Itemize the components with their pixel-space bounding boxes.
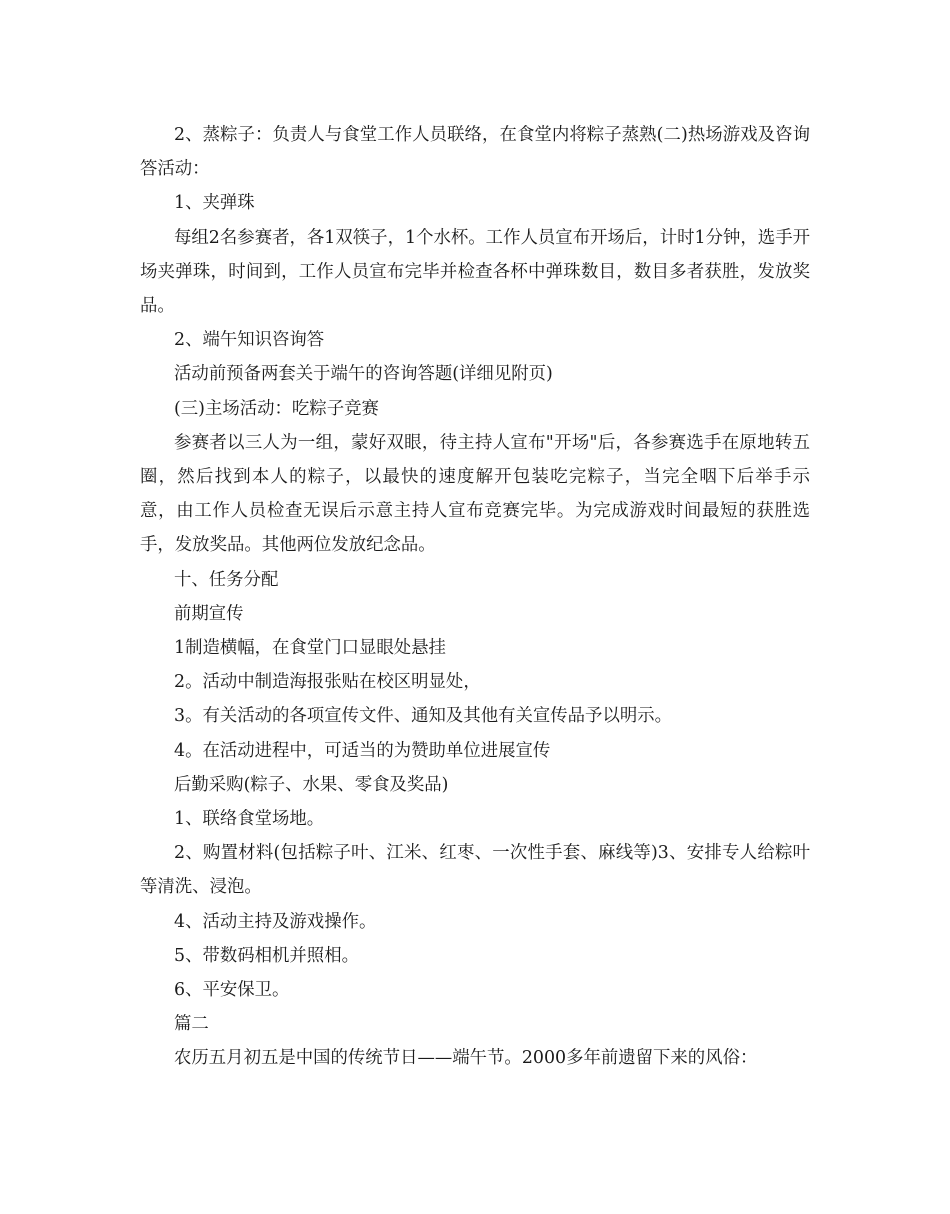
paragraph-quiz-heading: 2、端午知识咨询答 xyxy=(174,330,325,351)
paragraph-steam-zongzi: 2、蒸粽子：负责人与食堂工作人员联络，在食堂内将粽子蒸熟(二)热场游戏及咨询答活动： xyxy=(140,125,810,180)
paragraph-logistics-item-1: 1、联络食堂场地。 xyxy=(174,809,325,830)
paragraph-logistics-heading: 后勤采购(粽子、水果、零食及奖品) xyxy=(174,774,449,795)
paragraph-marble-heading: 1、夹弹珠 xyxy=(174,193,255,214)
paragraph-promotion-heading: 前期宣传 xyxy=(174,603,244,624)
paragraph-section-two-heading: 篇二 xyxy=(174,1014,209,1035)
paragraph-main-event-heading: (三)主场活动：吃粽子竞赛 xyxy=(174,398,379,419)
paragraph-logistics-item-2: 2、购置材料(包括粽子叶、江米、红枣、一次性手套、麻线等)3、安排专人给粽叶等清洗、浸泡。 xyxy=(140,843,810,898)
paragraph-section-two-intro: 农历五月初五是中国的传统节日——端午节。2000多年前遗留下来的风俗： xyxy=(174,1048,758,1069)
paragraph-logistics-item-6: 6、平安保卫。 xyxy=(174,980,290,1001)
paragraph-main-event-rules: 参赛者以三人为一组，蒙好双眼，待主持人宣布"开场"后，各参赛选手在原地转五圈，然后找到本人的粽子，以最快的速度解开包装吃完粽子，当完全咽下后举手示 意，由工作人员检查无误后示意主持人宣布竞赛完毕。为完成游戏时间最短的获胜选手，发放奖品。其他两位发放纪念品。 xyxy=(140,432,822,556)
paragraph-quiz-prep: 活动前预备两套关于端午的咨询答题(详细见附页) xyxy=(174,364,553,385)
paragraph-marble-rules: 每组2名参赛者，各1双筷子，1个水杯。工作人员宣布开场后，计时1分钟，选手开场夹弹珠，时间到，工作人员宣布完毕并检查各杯中弹珠数目，数目多者获胜，发放奖品。 xyxy=(140,227,810,317)
paragraph-logistics-item-5: 5、带数码相机并照相。 xyxy=(174,945,359,966)
document-body xyxy=(140,118,822,1076)
paragraph-promotion-item-4: 4。在活动进程中，可适当的为赞助单位进展宣传 xyxy=(174,740,551,761)
paragraph-task-heading: 十、任务分配 xyxy=(174,569,279,590)
paragraph-promotion-item-2: 2。活动中制造海报张贴在校区明显处， xyxy=(174,672,481,693)
paragraph-logistics-item-4: 4、活动主持及游戏操作。 xyxy=(174,911,377,932)
paragraph-promotion-item-1: 1制造横幅，在食堂门口显眼处悬挂 xyxy=(174,638,446,659)
paragraph-promotion-item-3: 3。有关活动的各项宣传文件、通知及其他有关宣传品予以明示。 xyxy=(174,706,673,727)
